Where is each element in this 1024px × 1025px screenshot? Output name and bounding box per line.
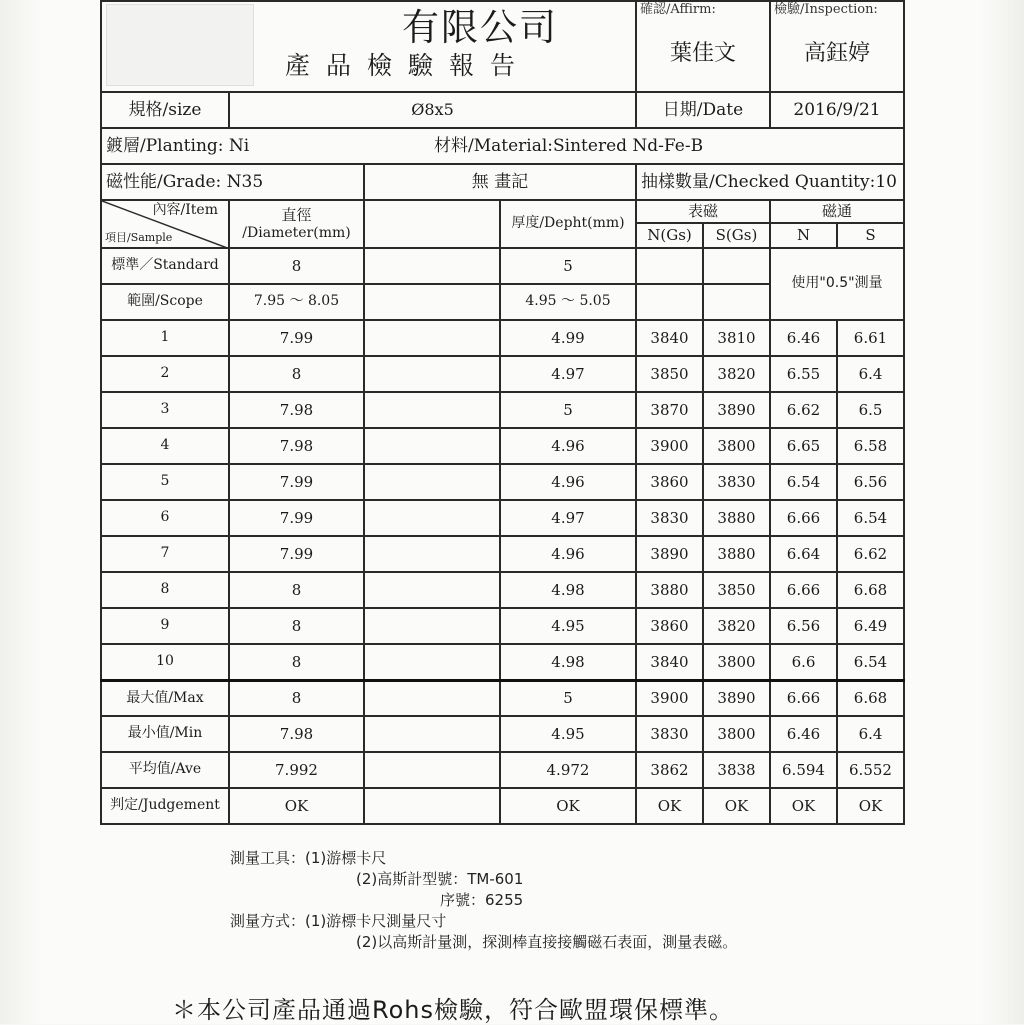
sample-row — [101, 644, 904, 680]
summary-n: 6.46 — [770, 716, 837, 752]
tools-line-1: 測量工具：(1)游標卡尺 — [230, 849, 387, 867]
judgement-blank — [364, 788, 500, 824]
material: 材料/Material:Sintered Nd-Fe-B — [364, 128, 904, 164]
sample-blank — [364, 320, 500, 356]
scope-n-gs — [636, 284, 703, 320]
serial-line: 序號：6255 — [440, 891, 524, 909]
sample-n: 6.65 — [770, 428, 837, 464]
judgement-diameter: OK — [229, 788, 364, 824]
sample-n-gs: 3850 — [636, 356, 703, 392]
item-label: 內容/Item — [152, 202, 218, 218]
sample-blank — [364, 572, 500, 608]
summary-row — [101, 680, 904, 716]
depth-header: 厚度/Depht(mm) — [500, 200, 636, 248]
summary-blank — [364, 716, 500, 752]
sample-depth: 4.95 — [500, 608, 636, 644]
sample-n-gs: 3860 — [636, 608, 703, 644]
company-name: 有限公司 — [402, 6, 558, 49]
measurement-notes — [230, 848, 737, 953]
blank-header — [364, 200, 500, 248]
sample-s: 6.56 — [837, 464, 904, 500]
sample-depth: 4.98 — [500, 572, 636, 608]
sample-s-gs: 3820 — [703, 608, 770, 644]
size-label: 規格/size — [101, 92, 229, 128]
n-header: N — [770, 223, 837, 248]
judgement-row — [101, 788, 904, 824]
sample-diameter: 7.99 — [229, 320, 364, 356]
sample-blank — [364, 608, 500, 644]
scope-depth: 4.95 ～ 5.05 — [500, 284, 636, 320]
sample-diameter: 8 — [229, 572, 364, 608]
scope-diameter: 7.95 ～ 8.05 — [229, 284, 364, 320]
sample-rows — [101, 320, 904, 680]
n-gs-header: N(Gs) — [636, 223, 703, 248]
sample-label: 8 — [101, 572, 229, 608]
sample-n: 6.66 — [770, 500, 837, 536]
sample-depth: 4.99 — [500, 320, 636, 356]
sample-n-gs: 3840 — [636, 320, 703, 356]
method-line-1: 測量方式：(1)游標卡尺測量尺寸 — [230, 912, 447, 930]
sample-label: 5 — [101, 464, 229, 500]
sample-diameter: 8 — [229, 608, 364, 644]
sample-row — [101, 464, 904, 500]
sample-s: 6.49 — [837, 608, 904, 644]
flux-note: 使用"0.5"測量 — [770, 248, 904, 320]
sample-depth: 4.96 — [500, 428, 636, 464]
sample-depth: 4.97 — [500, 356, 636, 392]
summary-n-gs: 3830 — [636, 716, 703, 752]
sample-n: 6.66 — [770, 572, 837, 608]
summary-s-gs: 3890 — [703, 680, 770, 716]
affirm-label: 確認/Affirm: — [640, 2, 716, 17]
sample-row — [101, 536, 904, 572]
summary-n: 6.594 — [770, 752, 837, 788]
inspection-table — [100, 0, 905, 825]
summary-s-gs: 3800 — [703, 716, 770, 752]
sample-diameter: 7.99 — [229, 536, 364, 572]
sample-s: 6.68 — [837, 572, 904, 608]
sample-n-gs: 3870 — [636, 392, 703, 428]
diameter-header — [229, 200, 364, 248]
summary-n-gs: 3900 — [636, 680, 703, 716]
sample-label: 1 — [101, 320, 229, 356]
summary-n-gs: 3862 — [636, 752, 703, 788]
sample-diameter: 8 — [229, 356, 364, 392]
summary-row — [101, 716, 904, 752]
standard-n-gs — [636, 248, 703, 284]
summary-s: 6.68 — [837, 680, 904, 716]
sample-diameter: 7.99 — [229, 464, 364, 500]
rohs-statement: ＊本公司產品通過Rohs檢驗，符合歐盟環保標準。 — [172, 996, 734, 1024]
sample-depth: 4.96 — [500, 464, 636, 500]
summary-s: 6.4 — [837, 716, 904, 752]
diameter-header-zh: 直徑 — [281, 205, 312, 224]
sample-label: 10 — [101, 644, 229, 680]
sample-blank — [364, 536, 500, 572]
inspection-name: 高鈺婷 — [803, 41, 870, 66]
sample-blank — [364, 392, 500, 428]
sample-row — [101, 428, 904, 464]
sample-s-gs: 3880 — [703, 536, 770, 572]
sample-n: 6.54 — [770, 464, 837, 500]
sample-diameter: 8 — [229, 644, 364, 680]
summary-diameter: 7.992 — [229, 752, 364, 788]
summary-row — [101, 752, 904, 788]
sample-s-gs: 3830 — [703, 464, 770, 500]
standard-depth: 5 — [500, 248, 636, 284]
sample-n-gs: 3890 — [636, 536, 703, 572]
sample-label: 2 — [101, 356, 229, 392]
sample-s: 6.4 — [837, 356, 904, 392]
sample-s-gs: 3820 — [703, 356, 770, 392]
sample-label: 3 — [101, 392, 229, 428]
diameter-header-en: /Diameter(mm) — [242, 225, 351, 242]
sample-label: 項目/Sample — [105, 230, 173, 244]
report-header — [101, 1, 636, 92]
sample-depth: 4.97 — [500, 500, 636, 536]
summary-s-gs: 3838 — [703, 752, 770, 788]
sample-n: 6.55 — [770, 356, 837, 392]
inspection-label: 檢驗/Inspection: — [774, 2, 878, 17]
sample-n-gs: 3900 — [636, 428, 703, 464]
scope-blank — [364, 284, 500, 320]
report-title: 產品檢驗報告 — [285, 51, 532, 80]
sample-n-gs: 3840 — [636, 644, 703, 680]
sample-label: 6 — [101, 500, 229, 536]
sample-diameter: 7.98 — [229, 428, 364, 464]
standard-s-gs — [703, 248, 770, 284]
sample-row — [101, 320, 904, 356]
judgement-s: OK — [837, 788, 904, 824]
sample-n-gs: 3860 — [636, 464, 703, 500]
sample-row — [101, 608, 904, 644]
marking: 無 畫記 — [364, 164, 636, 200]
sample-label: 4 — [101, 428, 229, 464]
standard-label: 標準／Standard — [101, 248, 229, 284]
sample-blank — [364, 644, 500, 680]
sample-n-gs: 3830 — [636, 500, 703, 536]
summary-label: 平均值/Ave — [101, 752, 229, 788]
sample-row — [101, 572, 904, 608]
date-label: 日期/Date — [636, 92, 770, 128]
judgement-depth: OK — [500, 788, 636, 824]
sample-s-gs: 3850 — [703, 572, 770, 608]
sample-blank — [364, 464, 500, 500]
summary-rows — [101, 680, 904, 788]
tools-line-2: (2)高斯計型號：TM-601 — [356, 870, 524, 888]
judgement-n-gs: OK — [636, 788, 703, 824]
judgement-n: OK — [770, 788, 837, 824]
sample-label: 7 — [101, 536, 229, 572]
sample-s: 6.61 — [837, 320, 904, 356]
sample-row — [101, 392, 904, 428]
sample-diameter: 7.98 — [229, 392, 364, 428]
affirm-name: 葉佳文 — [669, 41, 736, 66]
sample-s-gs: 3800 — [703, 428, 770, 464]
affirm-cell — [636, 1, 770, 92]
sample-s: 6.54 — [837, 644, 904, 680]
summary-diameter: 7.98 — [229, 716, 364, 752]
judgement-s-gs: OK — [703, 788, 770, 824]
sample-s-gs: 3800 — [703, 644, 770, 680]
scope-label: 範圍/Scope — [101, 284, 229, 320]
surface-magnetism-header: 表磁 — [636, 200, 770, 223]
redacted-logo — [106, 4, 254, 86]
standard-diameter: 8 — [229, 248, 364, 284]
sample-s: 6.58 — [837, 428, 904, 464]
summary-blank — [364, 752, 500, 788]
summary-label: 最大值/Max — [101, 680, 229, 716]
sample-s-gs: 3810 — [703, 320, 770, 356]
item-sample-header — [101, 200, 229, 248]
sample-depth: 5 — [500, 392, 636, 428]
method-line-2: (2)以高斯計量測，探測棒直接接觸磁石表面，測量表磁。 — [356, 933, 738, 951]
sample-blank — [364, 428, 500, 464]
s-header: S — [837, 223, 904, 248]
summary-diameter: 8 — [229, 680, 364, 716]
scope-s-gs — [703, 284, 770, 320]
summary-depth: 5 — [500, 680, 636, 716]
sample-row — [101, 356, 904, 392]
summary-blank — [364, 680, 500, 716]
sample-blank — [364, 500, 500, 536]
sample-blank — [364, 356, 500, 392]
inspection-cell — [770, 1, 904, 92]
sample-n-gs: 3880 — [636, 572, 703, 608]
sample-row — [101, 500, 904, 536]
summary-depth: 4.95 — [500, 716, 636, 752]
summary-n: 6.66 — [770, 680, 837, 716]
summary-depth: 4.972 — [500, 752, 636, 788]
sample-s-gs: 3890 — [703, 392, 770, 428]
grade: 磁性能/Grade: N35 — [101, 164, 364, 200]
sample-diameter: 7.99 — [229, 500, 364, 536]
sample-n: 6.56 — [770, 608, 837, 644]
sample-s: 6.54 — [837, 500, 904, 536]
sample-s: 6.5 — [837, 392, 904, 428]
date-value: 2016/9/21 — [770, 92, 904, 128]
sample-s: 6.62 — [837, 536, 904, 572]
s-gs-header: S(Gs) — [703, 223, 770, 248]
summary-s: 6.552 — [837, 752, 904, 788]
sample-label: 9 — [101, 608, 229, 644]
standard-blank — [364, 248, 500, 284]
sample-s-gs: 3880 — [703, 500, 770, 536]
sample-n: 6.6 — [770, 644, 837, 680]
sample-n: 6.46 — [770, 320, 837, 356]
sample-depth: 4.96 — [500, 536, 636, 572]
sample-n: 6.64 — [770, 536, 837, 572]
size-value: Ø8x5 — [229, 92, 636, 128]
sample-n: 6.62 — [770, 392, 837, 428]
magnetic-flux-header: 磁通 — [770, 200, 904, 223]
judgement-label: 判定/Judgement — [101, 788, 229, 824]
summary-label: 最小值/Min — [101, 716, 229, 752]
sample-depth: 4.98 — [500, 644, 636, 680]
checked-quantity: 抽樣數量/Checked Quantity:10 — [636, 164, 904, 200]
planting: 鍍層/Planting: Ni — [101, 128, 364, 164]
